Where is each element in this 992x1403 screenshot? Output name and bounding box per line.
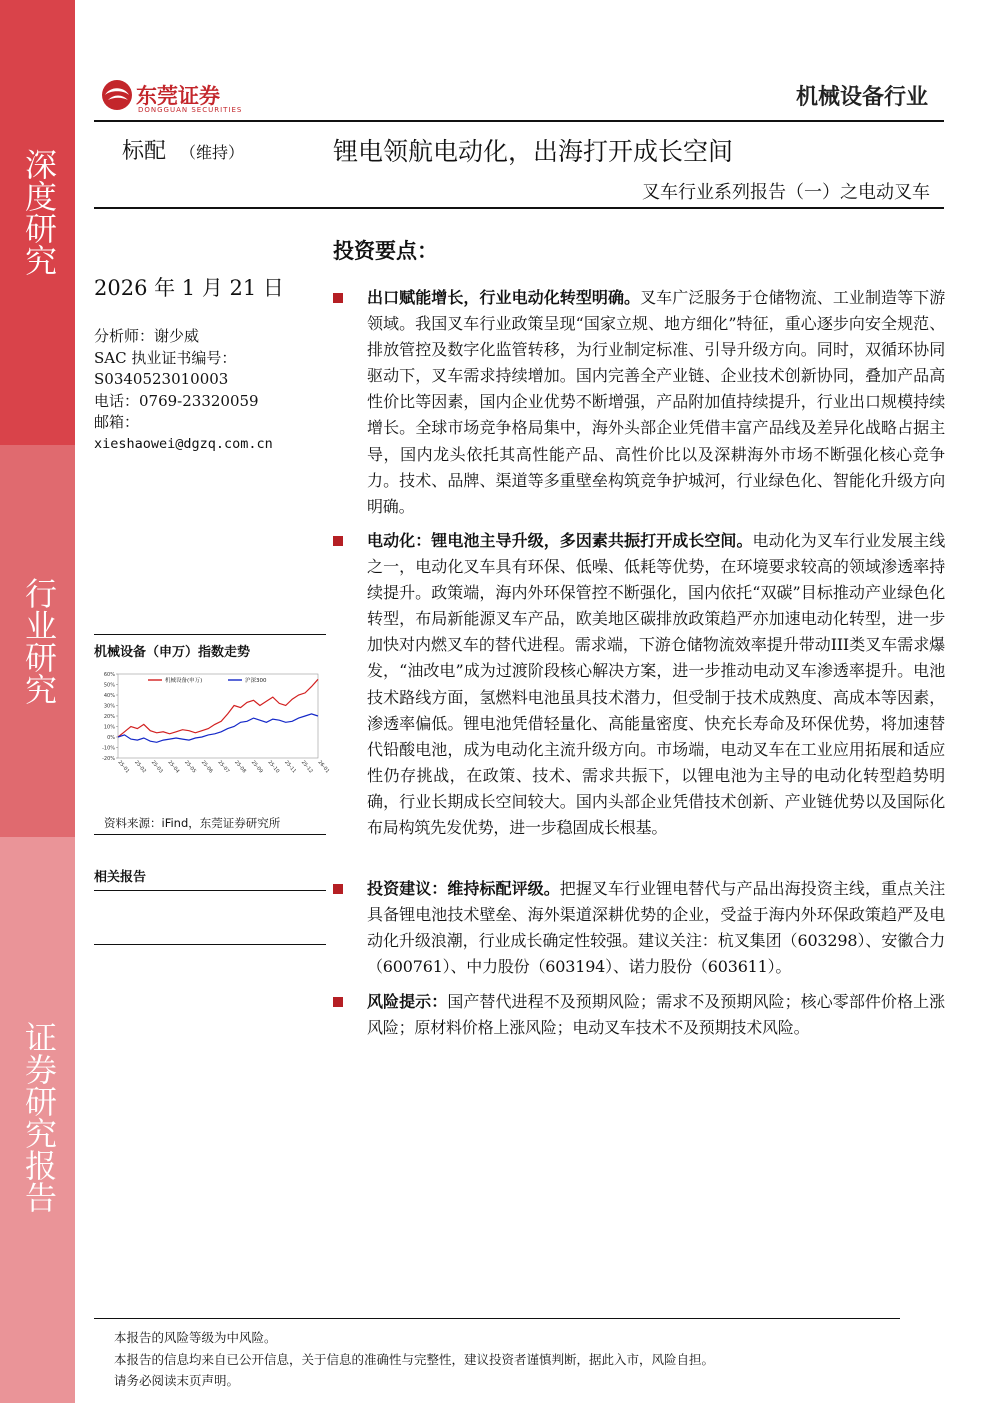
y-tick-label: 60% [103,672,115,678]
report-date: 2026 年 1 月 21 日 [94,276,284,300]
footer-risk-level: 本报告的风险等级为中风险。 [114,1330,277,1345]
chart-title: 机械设备（申万）指数走势 [94,645,251,660]
key-point-text: 把握叉车行业锂电替代与产品出海投资主线，重点关注具备锂电池技术壁垒、海外渠道深耕优势的企业，受益于海内外环保政策趋严及电动化升级浪潮，行业成长确定性较强。建议关注：杭叉集团（603298）、安徽合力（600761）、中力股份（603194）、诺力股份（603611）。 [367,879,946,977]
y-tick-label: 30% [103,703,115,710]
y-tick-label: 50% [103,682,115,689]
key-point-lead: 电动化：锂电池主导升级，多因素共振打开成长空间。 [367,531,753,550]
footer-disclaimer: 本报告的信息均来自已公开信息，关于信息的准确性与完整性，建议投资者谨慎判断，据此入市，风险自担。 [114,1352,715,1367]
sidebar-section-industry-research [0,445,75,837]
x-tick-label: 25-03 [149,759,164,775]
related-reports-title: 相关报告 [94,870,147,885]
series-line [118,679,318,737]
sidebar-label: 深度研究 [20,148,58,276]
x-tick-label: 25-06 [199,759,214,775]
logo-subtext: DONGGUAN SECURITIES [138,106,243,114]
footer-divider [94,1318,900,1319]
legend-label: 沪深300 [245,678,267,684]
legend-label: 机械设备(申万) [165,678,203,684]
x-tick-label: 25-08 [233,759,248,775]
bullet-icon [333,997,343,1007]
key-point-lead: 出口赋能增长，行业电动化转型明确。 [367,288,641,307]
analyst-cert-label: SAC 执业证书编号： [94,348,237,367]
sidebar-section-securities-report [0,837,75,1403]
chart-plot-frame [118,674,318,758]
y-tick-label: 20% [103,714,115,720]
rating-status: （维持） [180,143,245,162]
y-tick-label: -20% [102,756,115,762]
y-tick-label: 0% [107,735,115,741]
related-divider-1 [94,890,326,891]
x-tick-label: 25-12 [299,759,314,775]
footer-notice: 请务必阅读末页声明。 [114,1373,240,1388]
sidebar [0,0,75,1403]
bullet-icon [333,293,343,303]
related-divider-2 [94,944,326,945]
analyst-cert-number: S0340523010003 [94,370,229,388]
analyst-info [94,326,273,455]
x-tick-label: 25-05 [183,759,198,775]
rating [122,134,244,165]
x-tick-label: 25-01 [116,759,131,775]
x-tick-label: 25-07 [216,759,231,775]
logo-icon [100,78,134,112]
title-divider [94,207,944,209]
sidebar-section-deep-research [0,0,75,445]
analyst-phone: 电话：0769-23320059 [94,391,259,410]
key-point-text: 叉车广泛服务于仓储物流、工业制造等下游领域。我国叉车行业政策呈现“国家立规、地方细化”特征，重心逐步向安全规范、排放管控及数字化监管转移，为行业制定标准、引导升级方向。同时，双循环协同驱动下，叉车需求持续增加。国内完善全产业链、企业技术创新协同，叠加产品高性价比等因素，国内企业优势不断增强，产品附加值持续提升，行业出口规模持续增长。全球市场竞争格局集中，海外头部企业凭借丰富产品线及差异化战略占据主导，国内龙头依托其高性能产品、高性价比以及深耕海外市场不断强化核心竞争力。技术、品牌、渠道等多重壁垒构筑竞争护城河，行业绿色化、智能化升级方向明确。 [367,288,946,516]
y-tick-label: 40% [103,693,115,699]
y-tick-label: -10% [102,745,115,752]
chart-source: 资料来源：iFind，东莞证券研究所 [104,816,281,830]
analyst-email-label: 邮箱： [94,413,140,431]
key-point-text: 电动化为叉车行业发展主线之一，电动化叉车具有环保、低噪、低耗等优势，在环境要求较高的领域渗透率持续提升。政策端，海内外环保管控不断强化，国内依托“双碳”目标推动产业绿色化转型，布局新能源叉车产品，欧美地区碳排放政策趋严亦加速电动化转型，进一步加快对内燃叉车的替代进程。需求端，下游仓储物流效率提升带动III类叉车需求爆发，“油改电”成为过渡阶段核心解决方案，进一步推动电动叉车渗透率提升。电池技术路线方面，氢燃料电池虽具技术潜力，但受制于技术成熟度、高成本等因素，渗透率偏低。锂电池凭借轻量化、高能量密度、快充长寿命及环保优势，将加速替代铅酸电池，成为电动化主流升级方向。市场端，电动叉车在工业应用拓展和适应性仍存挑战，在政策、技术、需求共振下，以锂电池为主导的电动化转型趋势明确，行业长期成长空间较大。国内头部企业凭借技术创新、产业链优势以及国际化布局构筑先发优势，进一步稳固成长根基。 [367,531,946,838]
key-point-lead: 风险提示： [367,992,448,1011]
x-tick-label: 25-04 [166,759,181,775]
x-tick-label: 25-09 [249,759,264,775]
index-chart-svg [94,664,331,806]
x-tick-label: 25-10 [266,759,281,775]
key-point-item [367,285,945,520]
chart-top-divider [94,634,326,635]
chart-bottom-divider [94,834,326,835]
header-divider [94,120,944,122]
key-point-item [367,876,945,980]
y-tick-label: 10% [103,724,115,731]
key-point-item [367,528,945,841]
bullet-icon [333,536,343,546]
logo-text: 东莞证券 [136,84,220,108]
x-tick-label: 26-01 [316,759,331,775]
x-tick-label: 25-11 [283,759,298,775]
analyst-name: 分析师：谢少威 [94,327,200,345]
x-tick-label: 25-02 [133,759,148,775]
rating-label: 标配 [122,139,167,164]
sidebar-label: 行业研究 [20,577,58,705]
key-point-text: 国产替代进程不及预期风险；需求不及预期风险；核心零部件价格上涨风险；原材料价格上涨风险；电动叉车技术不及预期技术风险。 [367,992,945,1038]
key-points-title: 投资要点： [333,239,438,263]
bullet-icon [333,884,343,894]
index-chart [94,664,331,806]
key-point-lead: 投资建议：维持标配评级。 [367,879,560,898]
report-title: 锂电领航电动化，出海打开成长空间 [333,137,734,166]
sidebar-label: 证券研究报告 [20,1021,58,1213]
company-logo [100,78,260,118]
analyst-email[interactable]: xieshaowei@dgzq.com.cn [94,435,273,452]
report-series: 叉车行业系列报告（一）之电动叉车 [642,182,930,203]
industry-name: 机械设备行业 [795,85,928,110]
key-point-item [367,989,945,1041]
